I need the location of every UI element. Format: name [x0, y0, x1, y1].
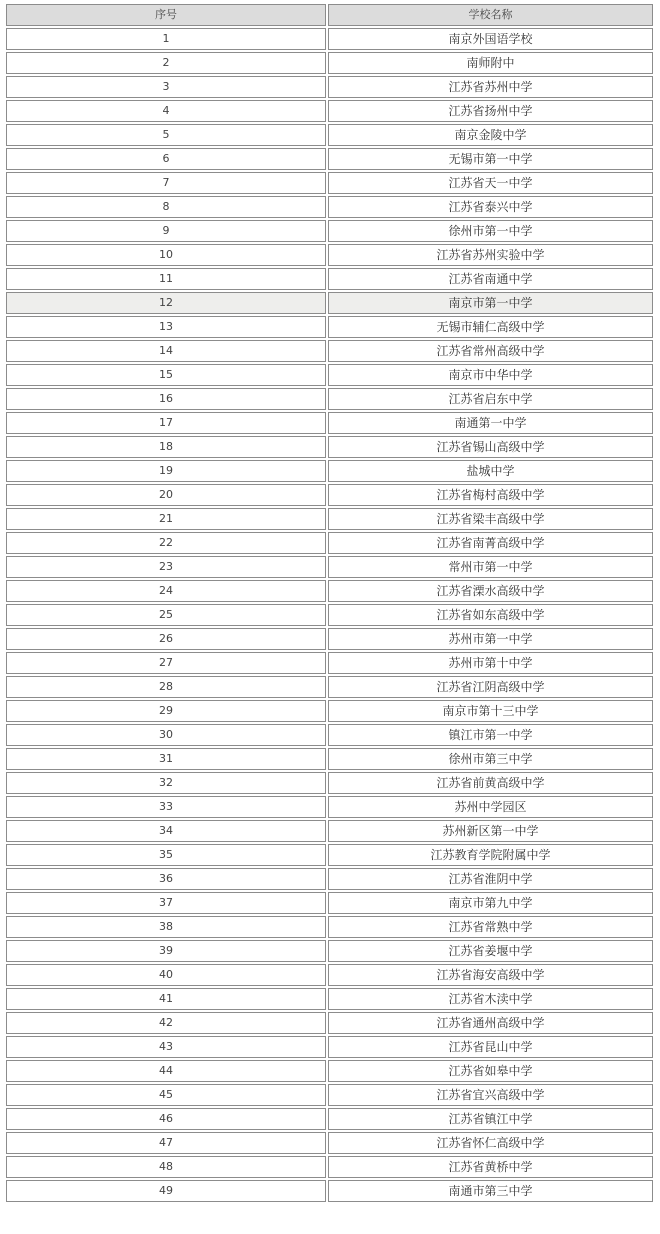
table-row: [6, 1036, 653, 1058]
school-name-cell: 江苏省海安高级中学: [328, 964, 653, 986]
row-number-cell: 33: [6, 796, 326, 818]
school-name-cell: 江苏省南菁高级中学: [328, 532, 653, 554]
school-name-cell: 南师附中: [328, 52, 653, 74]
row-number-cell: 46: [6, 1108, 326, 1130]
school-name-cell: 江苏省江阴高级中学: [328, 676, 653, 698]
table-row: [6, 604, 653, 626]
school-name-cell: 徐州市第三中学: [328, 748, 653, 770]
school-name-cell: 江苏省前黄高级中学: [328, 772, 653, 794]
table-row: [6, 748, 653, 770]
row-number-cell: 45: [6, 1084, 326, 1106]
table-row: [6, 148, 653, 170]
school-name-cell: 南京金陵中学: [328, 124, 653, 146]
row-number-cell: 8: [6, 196, 326, 218]
school-name-cell: 常州市第一中学: [328, 556, 653, 578]
school-name-cell: 江苏省常熟中学: [328, 916, 653, 938]
school-name-cell: 江苏省扬州中学: [328, 100, 653, 122]
school-name-cell: 南通第一中学: [328, 412, 653, 434]
school-name-cell: 江苏省姜堰中学: [328, 940, 653, 962]
row-number-cell: 26: [6, 628, 326, 650]
row-number-cell: 38: [6, 916, 326, 938]
column-header-number: 序号: [6, 4, 326, 26]
row-number-cell: 10: [6, 244, 326, 266]
table-row: [6, 196, 653, 218]
table-row: [6, 340, 653, 362]
table-row: [6, 100, 653, 122]
row-number-cell: 2: [6, 52, 326, 74]
table-row: [6, 1084, 653, 1106]
row-number-cell: 19: [6, 460, 326, 482]
row-number-cell: 27: [6, 652, 326, 674]
school-name-cell: 江苏省苏州中学: [328, 76, 653, 98]
school-name-cell: 苏州市第十中学: [328, 652, 653, 674]
table-row: [6, 676, 653, 698]
row-number-cell: 24: [6, 580, 326, 602]
table-row: [6, 652, 653, 674]
table-row: [6, 316, 653, 338]
school-name-cell: 江苏省锡山高级中学: [328, 436, 653, 458]
table-row: [6, 1012, 653, 1034]
table-row: [6, 916, 653, 938]
row-number-cell: 3: [6, 76, 326, 98]
school-name-cell: 苏州市第一中学: [328, 628, 653, 650]
school-name-cell: 江苏省梅村高级中学: [328, 484, 653, 506]
table-row: [6, 1156, 653, 1178]
table-row: [6, 628, 653, 650]
row-number-cell: 25: [6, 604, 326, 626]
row-number-cell: 4: [6, 100, 326, 122]
table-row: [6, 580, 653, 602]
table-row: [6, 532, 653, 554]
row-number-cell: 13: [6, 316, 326, 338]
row-number-cell: 37: [6, 892, 326, 914]
table-row: [6, 1108, 653, 1130]
table-row: [6, 172, 653, 194]
school-name-cell: 江苏省木渎中学: [328, 988, 653, 1010]
school-name-cell: 江苏省昆山中学: [328, 1036, 653, 1058]
table-row: [6, 388, 653, 410]
table-row: [6, 1180, 653, 1202]
table-row: [6, 484, 653, 506]
school-name-cell: 镇江市第一中学: [328, 724, 653, 746]
row-number-cell: 7: [6, 172, 326, 194]
school-name-cell: 南京市第九中学: [328, 892, 653, 914]
table-header-row: [6, 4, 653, 26]
school-name-cell: 江苏省黄桥中学: [328, 1156, 653, 1178]
row-number-cell: 42: [6, 1012, 326, 1034]
table-row: [6, 412, 653, 434]
school-name-cell: 苏州新区第一中学: [328, 820, 653, 842]
table-row: [6, 28, 653, 50]
table-row: [6, 796, 653, 818]
school-name-cell: 盐城中学: [328, 460, 653, 482]
row-number-cell: 34: [6, 820, 326, 842]
row-number-cell: 47: [6, 1132, 326, 1154]
school-ranking-table: [4, 2, 655, 1204]
table-body: [6, 28, 653, 1202]
table-row: [6, 76, 653, 98]
school-name-cell: 江苏省如皋中学: [328, 1060, 653, 1082]
school-name-cell: 江苏省溧水高级中学: [328, 580, 653, 602]
school-name-cell: 江苏省通州高级中学: [328, 1012, 653, 1034]
school-name-cell: 南通市第三中学: [328, 1180, 653, 1202]
school-ranking-container: [4, 2, 655, 1204]
table-row: [6, 268, 653, 290]
table-row: [6, 244, 653, 266]
table-row: [6, 292, 653, 314]
row-number-cell: 39: [6, 940, 326, 962]
table-row: [6, 364, 653, 386]
row-number-cell: 41: [6, 988, 326, 1010]
table-row: [6, 556, 653, 578]
table-row: [6, 1060, 653, 1082]
school-name-cell: 江苏省常州高级中学: [328, 340, 653, 362]
table-row: [6, 1132, 653, 1154]
table-row: [6, 820, 653, 842]
school-name-cell: 江苏省宜兴高级中学: [328, 1084, 653, 1106]
school-name-cell: 江苏省天一中学: [328, 172, 653, 194]
school-name-cell: 江苏省怀仁高级中学: [328, 1132, 653, 1154]
school-name-cell: 苏州中学园区: [328, 796, 653, 818]
school-name-cell: 徐州市第一中学: [328, 220, 653, 242]
school-name-cell: 江苏省镇江中学: [328, 1108, 653, 1130]
row-number-cell: 28: [6, 676, 326, 698]
school-name-cell: 江苏省泰兴中学: [328, 196, 653, 218]
table-row: [6, 868, 653, 890]
row-number-cell: 9: [6, 220, 326, 242]
school-name-cell: 南京市第一中学: [328, 292, 653, 314]
row-number-cell: 16: [6, 388, 326, 410]
row-number-cell: 14: [6, 340, 326, 362]
school-name-cell: 江苏省南通中学: [328, 268, 653, 290]
row-number-cell: 30: [6, 724, 326, 746]
row-number-cell: 48: [6, 1156, 326, 1178]
row-number-cell: 29: [6, 700, 326, 722]
row-number-cell: 36: [6, 868, 326, 890]
row-number-cell: 11: [6, 268, 326, 290]
row-number-cell: 1: [6, 28, 326, 50]
row-number-cell: 21: [6, 508, 326, 530]
school-name-cell: 南京市中华中学: [328, 364, 653, 386]
school-name-cell: 无锡市第一中学: [328, 148, 653, 170]
row-number-cell: 31: [6, 748, 326, 770]
table-row: [6, 964, 653, 986]
row-number-cell: 20: [6, 484, 326, 506]
row-number-cell: 23: [6, 556, 326, 578]
table-row: [6, 220, 653, 242]
row-number-cell: 22: [6, 532, 326, 554]
row-number-cell: 49: [6, 1180, 326, 1202]
school-name-cell: 无锡市辅仁高级中学: [328, 316, 653, 338]
school-name-cell: 江苏省苏州实验中学: [328, 244, 653, 266]
table-row: [6, 460, 653, 482]
table-row: [6, 700, 653, 722]
school-name-cell: 江苏省梁丰高级中学: [328, 508, 653, 530]
table-row: [6, 772, 653, 794]
row-number-cell: 43: [6, 1036, 326, 1058]
table-row: [6, 988, 653, 1010]
school-name-cell: 江苏教育学院附属中学: [328, 844, 653, 866]
table-row: [6, 508, 653, 530]
row-number-cell: 40: [6, 964, 326, 986]
school-name-cell: 江苏省淮阴中学: [328, 868, 653, 890]
row-number-cell: 6: [6, 148, 326, 170]
school-name-cell: 江苏省启东中学: [328, 388, 653, 410]
row-number-cell: 32: [6, 772, 326, 794]
table-row: [6, 940, 653, 962]
school-name-cell: 南京外国语学校: [328, 28, 653, 50]
column-header-school: 学校名称: [328, 4, 653, 26]
row-number-cell: 5: [6, 124, 326, 146]
table-row: [6, 52, 653, 74]
row-number-cell: 18: [6, 436, 326, 458]
table-row: [6, 844, 653, 866]
row-number-cell: 15: [6, 364, 326, 386]
table-row: [6, 892, 653, 914]
table-row: [6, 124, 653, 146]
row-number-cell: 17: [6, 412, 326, 434]
school-name-cell: 江苏省如东高级中学: [328, 604, 653, 626]
row-number-cell: 35: [6, 844, 326, 866]
school-name-cell: 南京市第十三中学: [328, 700, 653, 722]
row-number-cell: 44: [6, 1060, 326, 1082]
table-row: [6, 436, 653, 458]
row-number-cell: 12: [6, 292, 326, 314]
table-row: [6, 724, 653, 746]
